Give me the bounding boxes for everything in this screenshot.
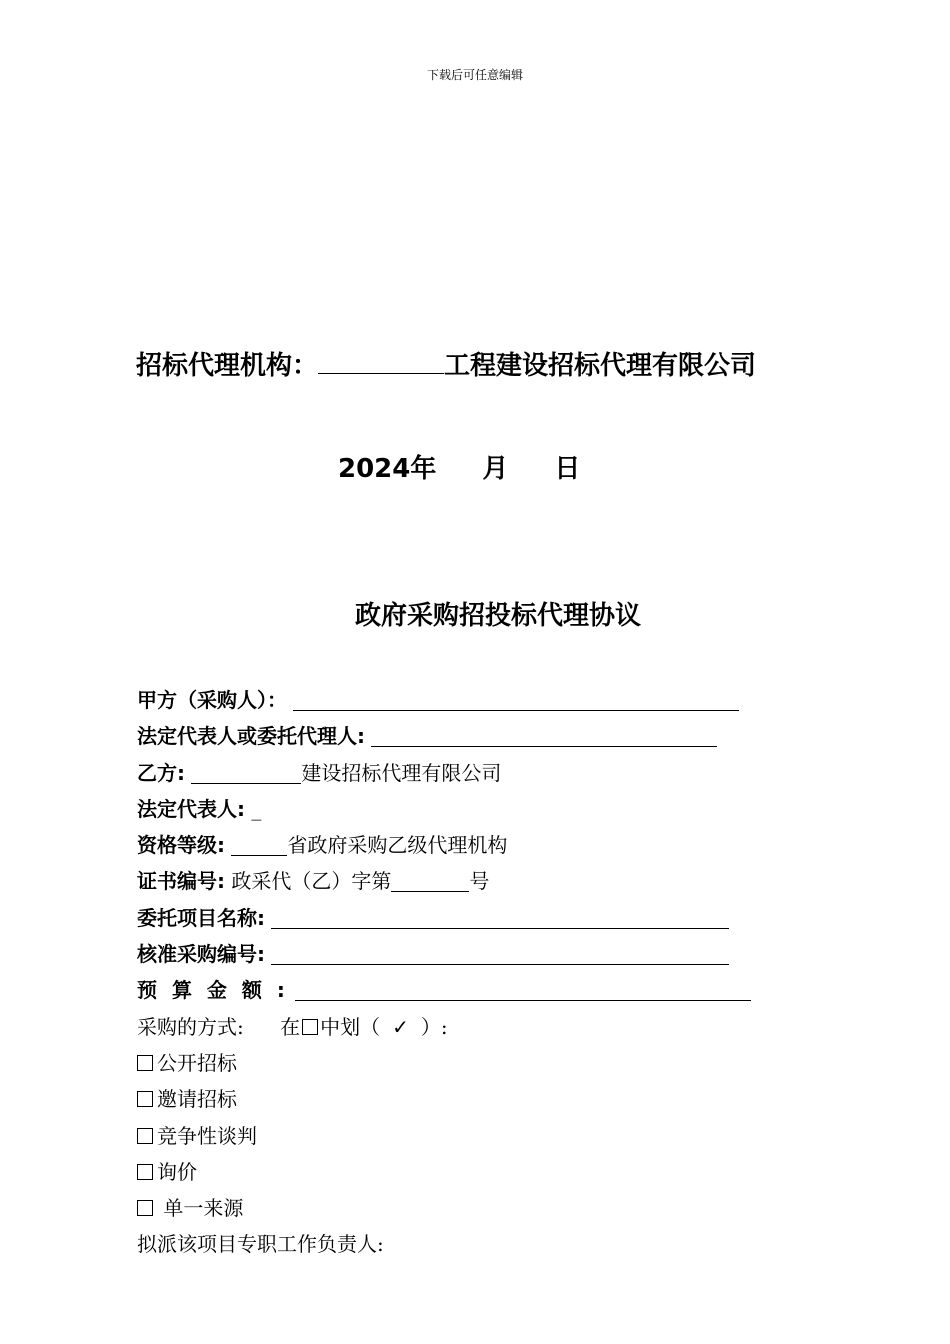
certificate-number-blank[interactable] [391,869,469,892]
procurement-method-post: 中划（ [320,1014,381,1039]
checkbox-icon[interactable] [137,1164,153,1180]
certificate-label: 证书编号: [137,869,225,894]
option-single-source[interactable] [137,1192,837,1228]
option-open-tender[interactable] [137,1047,837,1083]
qualification-label: 资格等级: [137,833,225,858]
option-invited-tender[interactable] [137,1083,837,1119]
date-year: 2024年 [338,454,437,484]
qualification-row [137,829,837,865]
party-b-suffix: 建设招标代理有限公司 [301,760,502,785]
date-day: 日 [554,454,581,484]
option-label: 竞争性谈判 [157,1123,257,1148]
party-b-blank[interactable] [191,761,301,784]
date-line [338,448,580,485]
project-name-blank[interactable] [271,906,729,929]
legal-rep-agent-label: 法定代表人或委托代理人: [137,724,365,749]
responsible-person-label: 拟派该项目专职工作负责人: [137,1232,384,1257]
legal-rep-blank[interactable]: _ [251,796,262,821]
option-label: 邀请招标 [157,1087,237,1112]
option-label: 询价 [157,1159,197,1184]
procurement-method-pre: 在 [280,1014,301,1039]
project-name-row [137,902,837,938]
option-label: 单一来源 [157,1196,244,1221]
budget-blank[interactable] [295,978,751,1001]
procurement-method-label: 采购的方式: [137,1014,244,1039]
page-header-note: 下载后可任意编辑 [426,68,523,82]
budget-row [137,974,837,1010]
certificate-suffix: 号 [469,869,490,894]
agency-name-blank[interactable] [318,349,444,374]
checkbox-icon[interactable] [137,1055,153,1071]
agency-line [136,345,826,382]
legal-rep-row [137,793,837,829]
date-month: 月 [482,454,509,484]
party-a-blank[interactable] [293,688,739,711]
document-title: 政府采购招投标代理协议 [354,601,641,631]
qualification-value: 省政府采购乙级代理机构 [287,833,508,858]
certificate-row [137,865,837,901]
checkbox-icon[interactable] [137,1091,153,1107]
agency-label: 招标代理机构： [136,351,319,381]
option-label: 公开招标 [157,1050,237,1075]
party-b-row [137,757,837,793]
checkbox-icon [302,1019,318,1035]
agency-company-suffix: 工程建设招标代理有限公司 [444,351,757,381]
budget-label: 预 算 金 额 : [137,978,289,1003]
procurement-method-row [137,1011,837,1047]
approval-number-blank[interactable] [271,942,729,965]
legal-rep-agent-row [137,720,837,756]
check-mark-icon: ✓ [392,1014,409,1039]
party-a-row [137,684,837,720]
party-b-label: 乙方: [137,760,185,785]
qualification-blank[interactable] [231,833,287,856]
agreement-fields [137,684,837,1265]
approval-number-row [137,938,837,974]
option-inquiry[interactable] [137,1156,837,1192]
option-competitive-negotiation[interactable] [137,1120,837,1156]
responsible-person-row [137,1228,837,1264]
checkbox-icon[interactable] [137,1128,153,1144]
procurement-method-end: ）: [420,1014,448,1039]
approval-number-label: 核准采购编号: [137,942,265,967]
legal-rep-label: 法定代表人: [137,796,245,821]
project-name-label: 委托项目名称: [137,905,265,930]
legal-rep-agent-blank[interactable] [371,724,717,747]
checkbox-icon[interactable] [137,1200,153,1216]
party-a-label: 甲方（采购人）： [137,688,287,712]
certificate-prefix: 政采代（乙）字第 [231,869,392,894]
